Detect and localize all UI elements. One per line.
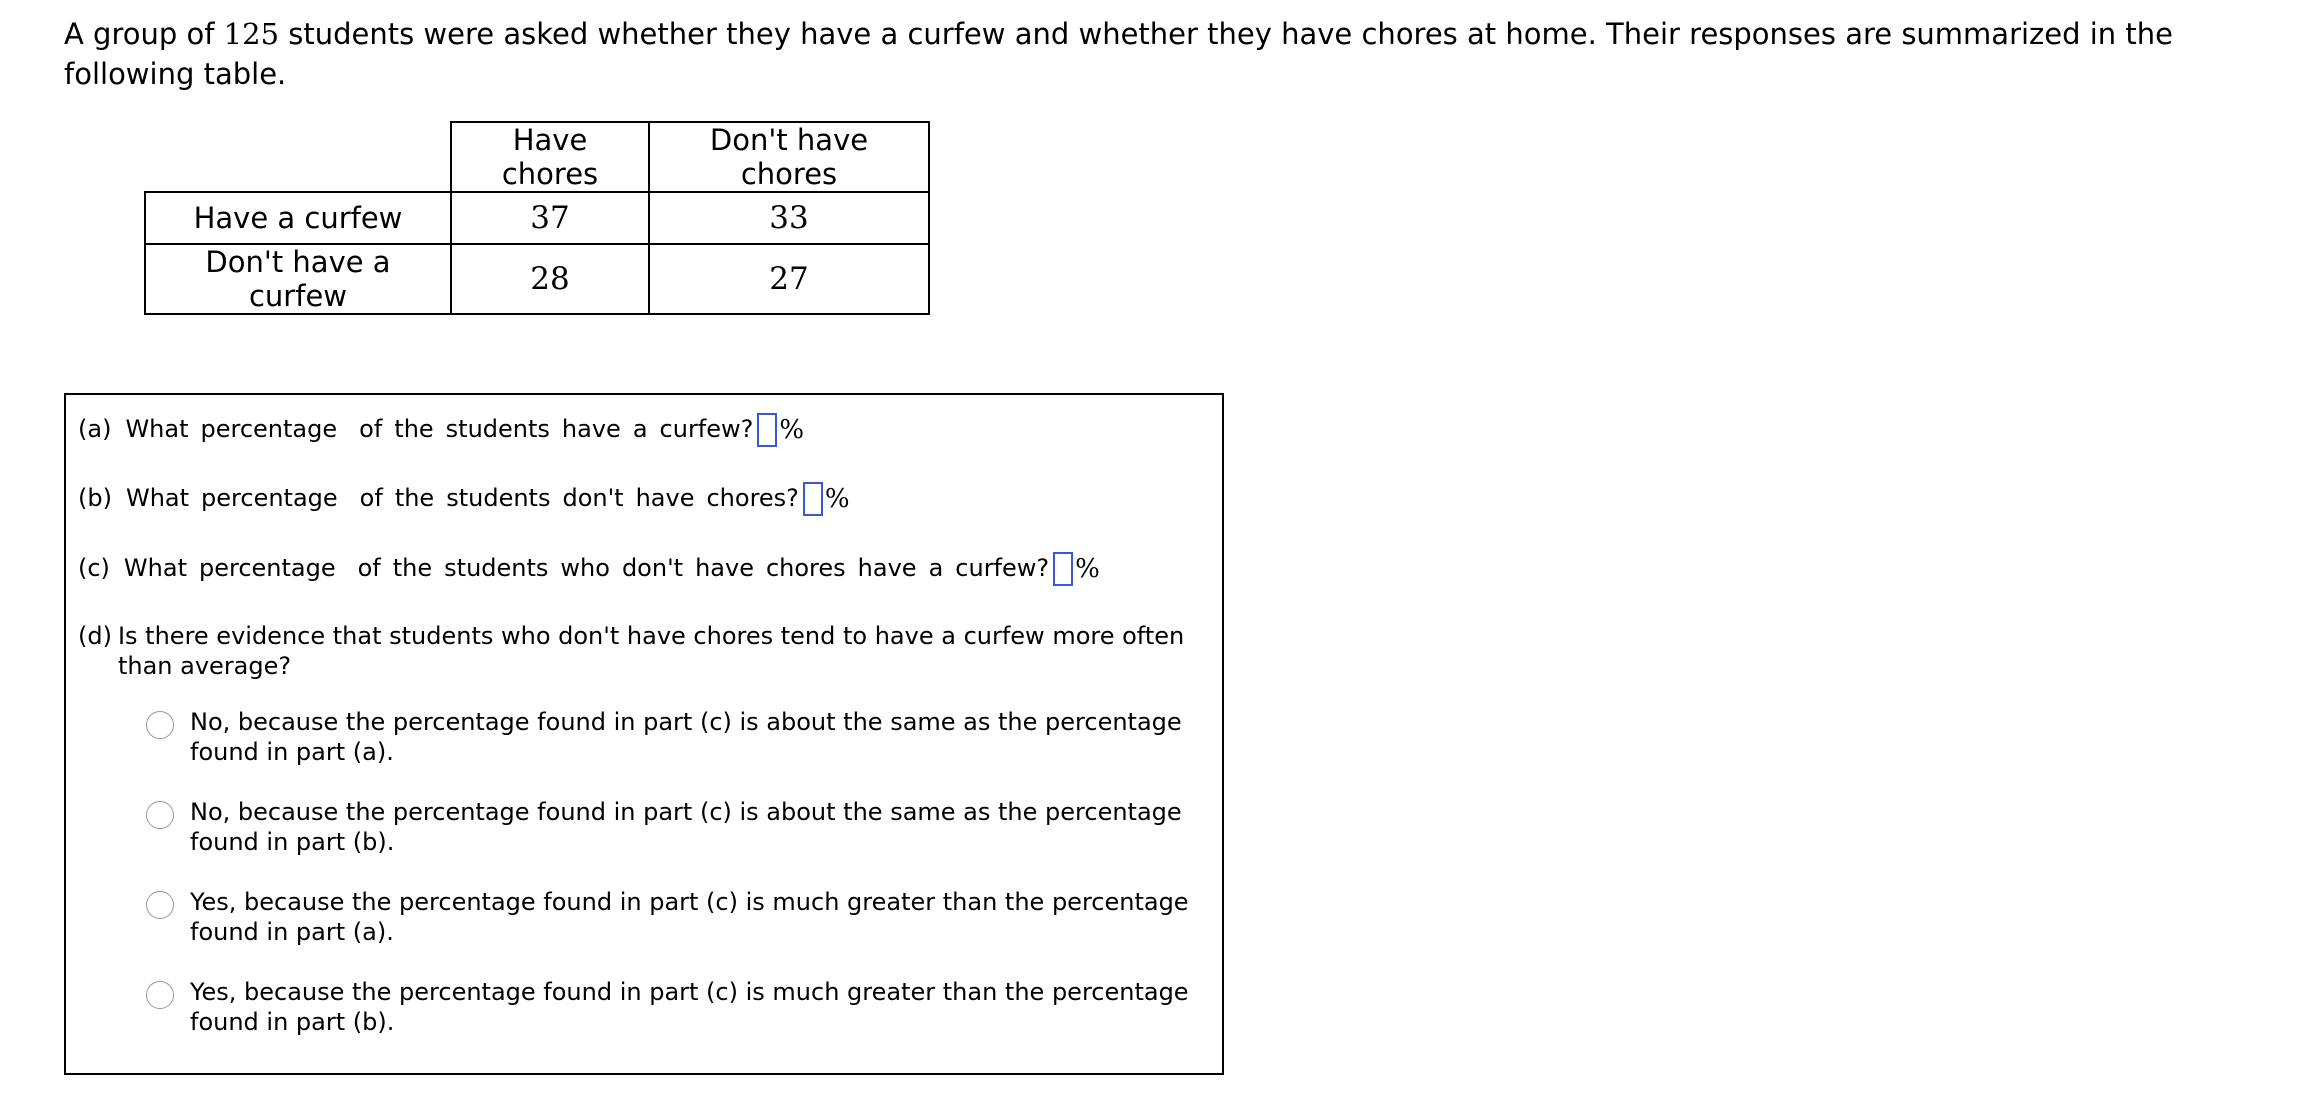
row-header-curfew: Have a curfew bbox=[145, 192, 451, 244]
student-count: 125 bbox=[223, 17, 280, 51]
question-label: (a) bbox=[78, 415, 112, 443]
word: of bbox=[359, 415, 383, 443]
question-box bbox=[64, 393, 1224, 1075]
option-label: No, because the percentage found in part (c) is about the same as the percentage found in part (a). bbox=[190, 708, 1182, 766]
question-label: (d) bbox=[78, 622, 112, 650]
word: curfew? bbox=[659, 415, 754, 443]
option-label: Yes, because the percentage found in part (c) is much greater than the percentage found in part (b). bbox=[190, 978, 1189, 1036]
word: don't bbox=[562, 484, 624, 512]
option-label: No, because the percentage found in part (c) is about the same as the percentage found in part (b). bbox=[190, 798, 1182, 856]
word: the bbox=[394, 415, 434, 443]
two-way-table bbox=[144, 121, 930, 315]
answer-input-b[interactable] bbox=[803, 482, 823, 516]
col-header-no-chores: Don't have chores bbox=[649, 122, 929, 192]
table-row bbox=[145, 244, 929, 314]
table-corner bbox=[145, 122, 451, 192]
col-header-have-chores: Have chores bbox=[451, 122, 649, 192]
table-header-row bbox=[145, 122, 929, 192]
word: a bbox=[928, 554, 944, 582]
radio-button[interactable] bbox=[146, 711, 174, 739]
percent-sign: % bbox=[824, 484, 850, 514]
word: have bbox=[695, 554, 754, 582]
table-cell: 28 bbox=[451, 244, 649, 314]
table-cell: 37 bbox=[451, 192, 649, 244]
percent-sign: % bbox=[779, 415, 805, 445]
word: percentage bbox=[198, 554, 336, 582]
question-label: (c) bbox=[78, 554, 110, 582]
radio-button[interactable] bbox=[146, 801, 174, 829]
question-b bbox=[78, 482, 850, 516]
word: students bbox=[445, 415, 550, 443]
intro-text-start: A group of bbox=[64, 17, 224, 51]
word: What bbox=[123, 554, 187, 582]
answer-input-c[interactable] bbox=[1053, 552, 1073, 586]
word: the bbox=[392, 554, 433, 582]
question-a bbox=[78, 413, 804, 447]
word: of bbox=[359, 484, 383, 512]
table-cell: 27 bbox=[649, 244, 929, 314]
radio-button[interactable] bbox=[146, 981, 174, 1009]
table-cell: 33 bbox=[649, 192, 929, 244]
word: who bbox=[560, 554, 610, 582]
word: students bbox=[444, 554, 549, 582]
question-c bbox=[78, 552, 1100, 586]
question-label: (b) bbox=[78, 484, 112, 512]
word: chores bbox=[765, 554, 846, 582]
word: percentage bbox=[200, 415, 338, 443]
percent-sign: % bbox=[1075, 554, 1100, 584]
question-d-text: Is there evidence that students who don't have chores tend to have a curfew more often than average? bbox=[117, 622, 1185, 680]
word: chores? bbox=[706, 484, 799, 512]
row-header-no-curfew: Don't have a curfew bbox=[145, 244, 451, 314]
question-d bbox=[78, 621, 1208, 681]
word: a bbox=[632, 415, 648, 443]
word: curfew? bbox=[955, 554, 1050, 582]
word: have bbox=[561, 415, 621, 443]
word: percentage bbox=[201, 484, 338, 512]
word: What bbox=[125, 484, 190, 512]
word: of bbox=[357, 554, 381, 582]
word: have bbox=[635, 484, 695, 512]
table-row bbox=[145, 192, 929, 244]
radio-button[interactable] bbox=[146, 891, 174, 919]
problem-intro bbox=[64, 14, 2274, 94]
answer-input-a[interactable] bbox=[757, 413, 777, 447]
word: What bbox=[125, 415, 189, 443]
word: the bbox=[394, 484, 435, 512]
word: don't bbox=[621, 554, 684, 582]
word: have bbox=[857, 554, 917, 582]
word: students bbox=[446, 484, 551, 512]
option-label: Yes, because the percentage found in part (c) is much greater than the percentage found in part (a). bbox=[190, 888, 1189, 946]
intro-text-end: students were asked whether they have a curfew and whether they have chores at home. Their responses are summarized in the following table. bbox=[64, 17, 2173, 91]
